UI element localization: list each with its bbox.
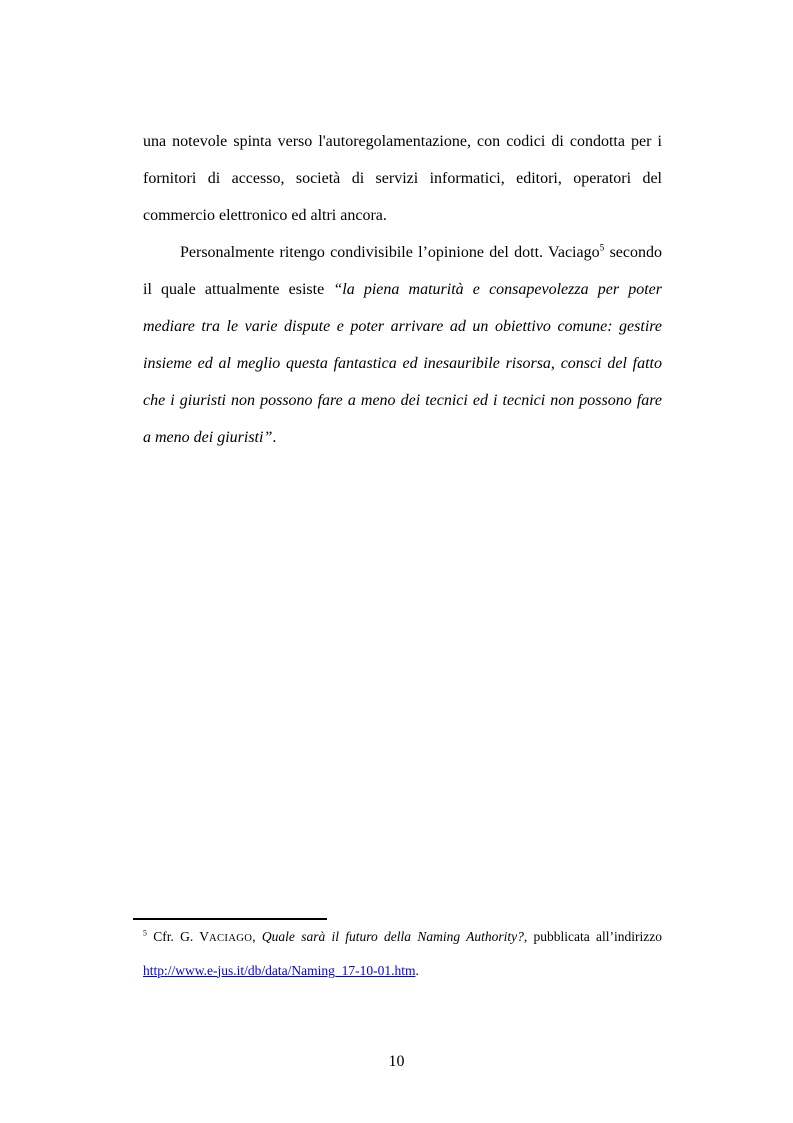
body-text bbox=[143, 123, 662, 456]
text-segment: “la piena maturità e consapevolezza per poter bbox=[333, 281, 663, 298]
text-segment: a meno dei giuristi” bbox=[143, 429, 273, 446]
text-segment: insieme ed al meglio questa fantastica ed inesauribile risorsa, consci del fatto bbox=[143, 355, 662, 372]
footnote-text-line bbox=[143, 921, 662, 955]
text-segment: Personalmente ritengo condivisibile l’opinione del dott. Vaciago bbox=[180, 244, 600, 261]
text-segment: che i giuristi non possono fare a meno dei tecnici ed i tecnici non possono fare bbox=[143, 392, 662, 409]
body-text-line bbox=[143, 271, 662, 308]
text-segment: mediare tra le varie dispute e poter arrivare ad un obiettivo comune: gestire bbox=[143, 318, 662, 335]
text-segment: Quale sarà il futuro della Naming Authority? bbox=[261, 929, 524, 944]
text-segment: , pubblicata all’indirizzo bbox=[523, 929, 662, 944]
footnote-separator-line bbox=[133, 918, 327, 920]
text-segment: ACIAGO bbox=[209, 933, 253, 944]
text-segment: . bbox=[272, 429, 277, 446]
paragraph-2 bbox=[143, 234, 662, 456]
footnote-reference-superscript: 5 bbox=[143, 928, 147, 938]
paragraph-1 bbox=[143, 123, 662, 234]
body-text-line bbox=[143, 308, 662, 345]
text-segment: , bbox=[252, 929, 262, 944]
text-segment: secondo bbox=[604, 244, 662, 261]
body-text-line bbox=[143, 234, 662, 271]
body-text-line bbox=[143, 197, 662, 234]
text-segment: il quale attualmente esiste bbox=[143, 281, 334, 298]
body-text-line bbox=[143, 160, 662, 197]
text-segment: una notevole spinta verso l'autoregolamentazione, con codici di condotta per i bbox=[143, 133, 662, 150]
body-text-line bbox=[143, 123, 662, 160]
footnote-url-link[interactable]: http://www.e-jus.it/db/data/Naming_17-10-01.htm bbox=[143, 962, 416, 978]
text-segment: . bbox=[415, 962, 419, 978]
body-text-line bbox=[143, 419, 662, 456]
footnote-area bbox=[143, 921, 662, 986]
body-text-line bbox=[143, 345, 662, 382]
text-segment: Cfr. G. V bbox=[146, 929, 210, 944]
body-text-line bbox=[143, 382, 662, 419]
footnote-text-line bbox=[143, 955, 662, 987]
page-number: 10 bbox=[388, 1053, 405, 1070]
footnote-reference-superscript: 5 bbox=[599, 243, 605, 254]
text-segment: fornitori di accesso, società di servizi informatici, editori, operatori del bbox=[143, 170, 662, 187]
text-segment: commercio elettronico ed altri ancora. bbox=[143, 207, 387, 224]
